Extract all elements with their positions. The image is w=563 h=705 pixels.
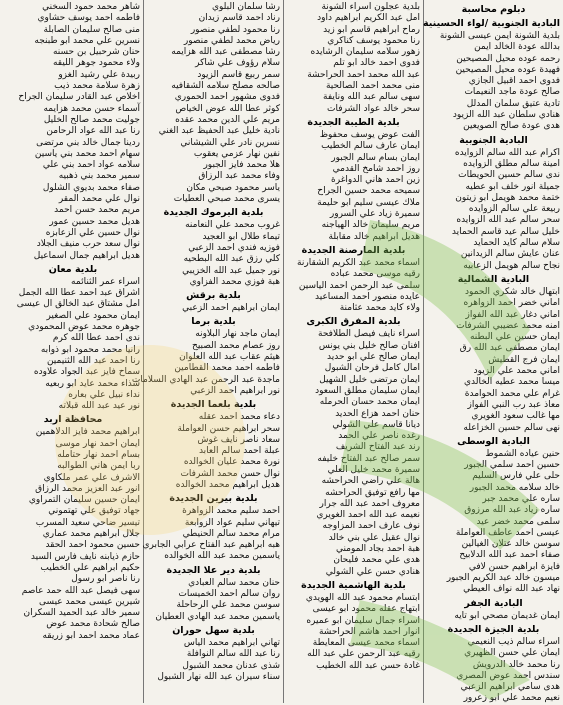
- name-entry: سميحه محمد حسين الجراح: [317, 186, 420, 197]
- name-entry: اخلاص عبد القادر سليمان الجراح: [18, 92, 140, 103]
- name-entry: ايمان ماجد نهار البلاونه: [195, 329, 280, 340]
- section-heading: بلدية الهاشمية الجديدة: [301, 579, 406, 591]
- name-entry: ندى سالم حسين الحويطات: [458, 170, 560, 181]
- name-entry: وفاء محمد عبد الرزاق: [198, 171, 280, 182]
- name-entry: اماني محمد علي الزيود: [473, 366, 560, 377]
- name-entry: ايمان مصطفى عبد الله رق: [459, 343, 560, 354]
- name-entry: بلدية عجلون اسراء الشونة: [321, 2, 420, 12]
- name-entry: فاطمه احمد يوسف حشاوي: [37, 13, 140, 24]
- name-entry: حنان شرحبيل بن حسنه: [52, 47, 140, 58]
- name-entry: ايمان علي حسن الظهيري: [464, 648, 560, 659]
- name-entry: رنا محمد خالد الدرويش: [472, 659, 560, 670]
- name-entry: دعاء محمد احمد عقله: [198, 412, 280, 423]
- name-entry: مها رافع توفيق الحراحشه: [325, 487, 420, 498]
- name-entry: شذى عدنان محمد الشبول: [182, 660, 280, 671]
- column-4: [3, 0, 143, 703]
- name-entry: ولاء محمود جوهر الليقه: [52, 58, 140, 69]
- name-entry: زهور سلامه سليمان الرشايده: [310, 47, 420, 58]
- name-entry: ربا ايمن هاني الطوالبه: [57, 461, 140, 472]
- name-entry: حنين عياده الشموط: [485, 448, 560, 459]
- name-entry: هديل محمد حسين عمور: [49, 216, 140, 227]
- name-entry: هدى علي محمد فليحان: [333, 555, 420, 566]
- name-entry: فايزة ابراهيم حسن لافي: [468, 561, 560, 572]
- name-entry: صالح شحادة محمد عوض: [46, 619, 140, 630]
- name-entry: نهى سالم حسين الخزاعله: [463, 422, 560, 433]
- name-entry: رانيا محمد محمود ابو ذوابه: [40, 344, 140, 355]
- name-entry: سمير محمد بني ذهبيه: [58, 171, 140, 182]
- section-heading: بلدية الطيبة الجديدة: [307, 116, 400, 128]
- column-3: [131, 0, 283, 703]
- name-entry: تيهاني سليم عواد الزوابعة: [184, 517, 280, 528]
- name-entry: نسرين نادر علي الشيشاني: [180, 137, 280, 148]
- name-entry: رنا عبد الله سالم النوافلة: [186, 649, 280, 660]
- name-entry: رقيه عبد الرحمن علي عبد الله: [307, 649, 420, 660]
- name-entry: خالد سلامه محمد الجبور: [469, 482, 560, 493]
- name-entry: ايمان عارف سالم الخطيب: [321, 141, 420, 152]
- section-heading: بلدية برما: [191, 316, 236, 328]
- name-entry: كلي رزق عبد الله البطحيه: [183, 254, 280, 265]
- name-entry: صفاء محمد بديوي الشلول: [42, 182, 140, 193]
- section-heading: بلدية المارصنة الجديدة: [301, 244, 406, 256]
- name-entry: يسرى محمد صبحي العطيات: [173, 194, 280, 205]
- name-entry: فدوى احمد اقبيل الجازي: [468, 76, 560, 87]
- name-entry: حنان احمد هزاع الحديد: [335, 408, 420, 419]
- name-entry: سلام سالم كايد الحمايد: [473, 238, 560, 249]
- section-heading: بلدية دير علا الجديدة: [166, 564, 261, 576]
- section-heading: البادية الجنوبية /لواء الحسينية: [423, 18, 560, 29]
- name-entry: عنان عايش سالم الزيدانين: [460, 249, 560, 260]
- name-entry: مها غالب سعود الغويري: [471, 411, 560, 422]
- name-entry: حكيم ابراهيم علي الخطيب: [40, 562, 140, 573]
- name-entry: فوزيه فندي احمد الزعبي: [188, 242, 280, 253]
- name-entry: ايمان غديمان مصحي ابو تايه: [454, 610, 560, 621]
- section-heading: بلدية المفرق الكبرى: [306, 316, 401, 328]
- name-entry: رشا سلمان البلوي: [211, 2, 280, 12]
- name-entry: نور جميل عبد الله الخزيبي: [182, 265, 280, 276]
- name-entry: ميسون خالد عبد الكريم الجبور: [446, 573, 560, 584]
- name-entry: سوسن محمد علي الرحاحلة: [176, 600, 280, 611]
- name-entry: ايمان محمد حسان الحرمله: [319, 397, 420, 408]
- name-entry: ايمان صالح علي ابو حديد: [327, 352, 420, 363]
- name-entry: ايمان احمد نهار موسى: [55, 438, 140, 449]
- name-entry: اسماء محمد عيسى المعايطة: [312, 638, 420, 649]
- name-entry: خليل سالم عيد قاسم الحمايد: [451, 226, 560, 237]
- name-entry: امال كامل فرحان الشبول: [324, 363, 420, 374]
- name-entry: سحر ابراهيم حسن العواملة: [177, 423, 280, 434]
- name-entry: سعاد ناصر نايف غوش: [197, 434, 280, 445]
- name-entry: نور ابراهيم احمد الزعبي: [190, 385, 280, 396]
- name-entry: رنا احمد عبد الله الثنيمين: [46, 355, 140, 366]
- name-entry: سهى فيصل عبد الله حمد عاصم: [21, 585, 140, 596]
- column-2: [283, 0, 423, 703]
- name-entry: سهام احمد محمد بني ياسين: [34, 148, 140, 159]
- name-entry: سميرة زياد علي السرور: [329, 209, 420, 220]
- name-entry: سحر خالد عواد الشرفات: [327, 103, 420, 114]
- name-entry: ابتسام محمود عبد الله الهويدي: [305, 592, 420, 603]
- name-entry: نورة محمد عليان الخوالده: [183, 457, 280, 468]
- name-entry: هدى عودة صالح الصويعين: [463, 121, 560, 132]
- name-entry: بدالله عودة الخالد ايمن: [474, 42, 560, 53]
- name-entry: ياسمين محمد عبد الله الخوالده: [164, 551, 280, 562]
- name-entry: هنادي سلطان عبد الله الزيود: [452, 110, 560, 121]
- name-entry: غادة حسن عبد الله الخطيب: [316, 660, 420, 671]
- name-entry: هنادي حسن علي الشولي: [325, 566, 420, 577]
- name-entry: اسراء سالم ذيب النعيمي: [467, 636, 560, 647]
- name-entry: سمر صالح عبد الفتاح خليفه: [317, 453, 420, 464]
- name-entry: امل عبد الكريم ابراهيم داود: [317, 13, 420, 24]
- name-entry: تيماء طلال ابو العجيد: [202, 231, 280, 242]
- name-entry: هالة علي راضي الحراحشه: [321, 476, 420, 487]
- name-entry: ساره زياد عبد الله مرزوق: [464, 505, 560, 516]
- name-entry: ايمان سليمان مطلق السعود: [315, 385, 420, 396]
- section-heading: دبلوم محاسبة: [461, 4, 526, 15]
- name-entry: ياسمين محمد عبد الهادي العطيان: [155, 611, 280, 622]
- name-entry: حسين احمد سلمي الجبور: [464, 460, 560, 471]
- name-entry: سندس احمد عوض المصري: [456, 670, 560, 681]
- column-1: [423, 0, 563, 703]
- name-entry: اسراء جمال سليمان ابو عميره: [306, 615, 420, 626]
- name-entry: سلامه عواد احمد بني علي: [42, 160, 140, 171]
- name-entry: هيثم عقاب عبد الله العلوان: [179, 352, 280, 363]
- name-entry: ايمان حسين سليمان التمراوي: [28, 495, 140, 506]
- name-entry: امل مشتاق عبد الخالق ال عيسى: [16, 299, 140, 310]
- name-entry: ايمان ابراهيم احمد الزعبي: [182, 303, 280, 314]
- name-entry: ميسا محمد عطيه الخالدي: [463, 377, 560, 388]
- name-entry: انوار احمد هاشم الحراحشة: [318, 626, 420, 637]
- name-entry: سمير خالد عبد الحميد السكران: [23, 608, 140, 619]
- name-entry: رنا عبد الله عواد الرحامن: [46, 126, 140, 137]
- name-entry: فدوى مشهور احمد الحموري: [174, 92, 280, 103]
- name-entry: ايمان فرج القطيش: [488, 354, 560, 365]
- name-entry: ختمة محمد هويمل ابو زيتون: [455, 192, 560, 203]
- name-entry: رند عبد الفتاح الشريف: [335, 442, 420, 453]
- name-entry: معروف احمد عبد الله جرار: [319, 498, 420, 509]
- name-entry: بسام احمد نهار حتامله: [57, 449, 140, 460]
- name-entry: حلى علي فارس السليم: [472, 471, 560, 482]
- name-entry: ابراهيم محمد فايز الدلاهمين: [35, 427, 140, 438]
- name-entry: ايمان بسام سالم الجبور: [331, 152, 420, 163]
- name-entry: هدى سامي ابراهيم الزعبي: [460, 682, 560, 693]
- name-entry: منى صالح سليمان الصابلة: [43, 24, 140, 35]
- name-entry: رنا محمود لطفي منصور: [190, 24, 280, 35]
- name-entry: ربيدة علي رشيد الغزو: [58, 69, 140, 80]
- name-entry: تهاني ابراهيم محمد الياس: [183, 637, 280, 648]
- name-entry: نوف عارف احمد المزاوجه: [322, 521, 420, 532]
- name-entry: نفين نهار عزمي يعقوب: [193, 148, 280, 159]
- name-entry: جلال ابراهيم محمد عماري: [42, 529, 140, 540]
- name-entry: نعيم محمد علي ابو زعرور: [463, 693, 560, 704]
- name-entry: روز احمد شامخ القدمي: [332, 163, 420, 174]
- name-entry: تيسير ضاحي سعيد المسرب: [35, 517, 140, 528]
- name-entry: عايده منصور احمد المساعيد: [315, 291, 420, 302]
- name-entry: مريم علي الدين محمد عقده: [175, 114, 280, 125]
- name-entry: ملاك عيسى سليم ابو حليمة: [317, 197, 420, 208]
- section-heading: بلدية بيرين الجديدة: [169, 493, 258, 505]
- name-entry: اسراء عمر الثنائمه: [71, 276, 140, 287]
- name-entry: صالحه مصلح سلامه الشقافيه: [171, 81, 280, 92]
- name-entry: الفت عوض يوسف محفوظ: [319, 129, 420, 140]
- name-entry: نور عيد عبد الله قبلاته: [58, 401, 140, 412]
- name-entry: رياض محمد لطفي منصور: [183, 35, 280, 46]
- name-entry: ابتهال خالد شكري الحمود: [465, 286, 560, 297]
- name-entry: حنان محمد سالم العبادي: [188, 577, 280, 588]
- name-entry: شاهر محمد حمود السخني: [42, 2, 140, 12]
- name-entry: هبة فوزي محمد الفزاوي: [189, 276, 280, 287]
- name-entry: حازم ذيابنه نايف فارس السيد: [30, 551, 140, 562]
- name-entry: ندى احمد عطا الله كرم: [52, 333, 140, 344]
- section-heading: محافظة اربد: [43, 414, 103, 426]
- name-entry: سناء سيران عبد الله نهار الشبول: [157, 671, 280, 682]
- name-entry: رشا مصطفى عبد الله هزايمه: [171, 47, 280, 58]
- section-heading: بلدية الجيزة الجديدة: [447, 623, 540, 635]
- name-entry: اماني دغار عبد الله الفواز: [465, 309, 560, 320]
- section-heading: بلدية بلعما الجديدة: [170, 399, 257, 411]
- name-entry: هديل ابراهيم جمال اسماعيل: [33, 250, 140, 261]
- name-entry: ديانا قاسم علي الشولي: [332, 419, 420, 430]
- name-entry: نوال حسين علي الزعابزه: [45, 227, 140, 238]
- name-entry: شذاء محمد عايد ابو ربعيه: [45, 378, 140, 389]
- name-entry: ايمان مرتضى خليل الشهيل: [319, 374, 420, 385]
- name-entry: سميرة محمد خليل العلي: [327, 464, 420, 475]
- name-entry: صالح عودة ماجد النعيمات: [464, 87, 560, 98]
- name-entry: سلمى محمد خضر عيد: [476, 516, 560, 527]
- name-entry: عبلة احمد سالم العابد: [198, 446, 280, 457]
- name-entry: افنان صالح خليل بني يونس: [318, 340, 420, 351]
- name-entry: رحمه عوده محيل المصيحين: [456, 53, 560, 64]
- name-entry: نسرين علي محمد ابو طبنجه: [34, 35, 140, 46]
- name-entry: نوال عقيل علي بني خالد: [328, 532, 420, 543]
- name-entry: سلمى عبد الرحمن احمد الياسين: [298, 280, 420, 291]
- name-entry: نوال سعد حرب منيف الجلاد: [36, 239, 140, 250]
- name-entry: اماني خضر احمد الزواهره: [463, 298, 560, 309]
- name-entry: سلام رؤوف علي شاكر: [195, 58, 280, 69]
- name-entry: ماجدة عبد الرحمن عبد الهادي السلامات: [131, 374, 280, 385]
- name-entry: امنه محمد عضيبي الشرفات: [456, 320, 560, 331]
- name-entry: الاشرف علي عمر ملكاوي: [43, 472, 140, 483]
- name-entry: ايمان محمود علي الصغير: [46, 310, 140, 321]
- name-entry: اشراق عبد احمد عطا الله الجمل: [18, 288, 140, 299]
- section-heading: البادية الشمالية: [457, 273, 530, 285]
- name-entry: شيرين عيسى محمد عيسى: [39, 596, 140, 607]
- section-heading: بلدية برقش: [186, 290, 241, 302]
- name-entry: ايمان حسين علي البطنه: [469, 332, 560, 343]
- name-entry: عيسى احمد عاطف العواملة: [455, 527, 560, 538]
- section-heading: البادية الوسطى: [457, 435, 530, 447]
- name-entry: صفاء احمد عبد الله الدلابيح: [459, 550, 560, 561]
- name-entry: روز عصام محمد الصبيح: [192, 340, 280, 351]
- name-entry: عبد الله محمد احمد الحراحشة: [307, 69, 420, 80]
- name-entry: هديل ابراهيم خالد مقابلة: [328, 231, 420, 242]
- name-entry: عماد محمد احمد ابو زريقه: [42, 630, 140, 641]
- name-entry: انور عبد العزيز محمد الرزاق: [35, 483, 140, 494]
- name-entry: احمد سليم محمد الزواهرة: [182, 506, 280, 517]
- name-entry: هديل ابراهيم محمد الخوالده: [175, 479, 280, 490]
- name-entry: رغده ناصر علي الحمد: [338, 431, 420, 442]
- name-entry: بلدية الشونة ايمن عيسى الشونة: [439, 31, 560, 41]
- name-entry: رقيه موسى محمد عباده: [330, 269, 420, 280]
- name-entry: ربيعة علي سالم الزوايده: [468, 204, 560, 215]
- name-entry: نوال حسن محمد الشرفات: [180, 468, 280, 479]
- name-entry: فهيدة عوده محيل المصيحين: [455, 64, 560, 75]
- section-heading: البادية الجفر: [464, 597, 523, 609]
- name-entry: منى محمد احمد الصالحية: [325, 81, 420, 92]
- name-entry: سحر سالم عبد الله الزوايده: [456, 215, 560, 226]
- name-entry: جوهره محمد عوض المحمودي: [28, 322, 140, 333]
- name-entry: امينة سالم مطلق الزوايده: [463, 158, 560, 169]
- name-entry: رنا محمود يوسف كناكري: [327, 35, 420, 46]
- section-heading: بلدية سهل حوران: [172, 624, 255, 636]
- name-entry: كوثر عطا الله عوض الخياص: [175, 103, 280, 114]
- name-entry: جهاد توفيق علي تهتموني: [48, 506, 140, 517]
- name-entry: نجاح سالم هويمل الزعابيه: [463, 260, 560, 271]
- name-entry: فدوى احمد خالد ابو تلم: [333, 58, 420, 69]
- name-entry: نداء نبيل علي بعاره: [68, 389, 140, 400]
- name-entry: فاطمه احمد محمد القطامين: [174, 363, 280, 374]
- name-entry: سماح فايز عبد الجواد علاوده: [33, 367, 140, 378]
- name-entry: ردينا جمال خالد بني مرتضى: [36, 137, 140, 148]
- name-entry: سوسن خالد عتلان الغيالين: [461, 539, 560, 550]
- name-entry: تادية عتيق سلمان المدلل: [466, 98, 560, 109]
- name-entry: مريم سليمان خالد الهياجنه: [321, 220, 420, 231]
- name-entry: مريم محمد حسن احمد: [54, 205, 140, 216]
- name-entry: رناد احمد قاسم زيدان: [198, 13, 280, 24]
- name-entry: سهى سالم عبد الله ونايفة: [323, 92, 420, 103]
- name-entry: آسماء حسن محمد هزايمه: [43, 103, 140, 114]
- name-entry: جوليت محمد صالح الخليل: [43, 114, 140, 125]
- name-entry: اسماء محمد عبد الكريم الشقارنة: [297, 257, 420, 268]
- name-entry: نهاد عبد الله نواف العيطي: [463, 584, 560, 595]
- name-entry: مرام محمد سالم الحنيطي: [182, 528, 280, 539]
- name-entry: جميلة انور خلف ابو عطيه: [465, 181, 560, 192]
- name-entry: ابتهاج عقله محمود ابو عيسى: [312, 604, 420, 615]
- name-entry: ياسر محمود صبحي مكان: [186, 182, 280, 193]
- name-entry: هلا محمد فايز الجبور: [203, 160, 280, 171]
- name-entry: سمر ربيع قاسم الزيود: [197, 69, 280, 80]
- section-heading: البادية الجنوبية: [459, 134, 528, 146]
- name-entry: زين احمد هاني الدواغرة: [331, 175, 420, 186]
- name-entry: نوال علي محمد المقر: [58, 194, 140, 205]
- name-entry: رماح ابراهيم قاسم ابو زيد: [323, 24, 420, 35]
- section-heading: بلدية معان: [48, 263, 98, 275]
- name-entry: اكرام عبد الله سالم الزوايده: [454, 147, 560, 158]
- name-entry: غرام علي محمد الحوامدة: [464, 388, 560, 399]
- name-entry: رنا ناصر ابو رسول: [71, 574, 140, 585]
- name-entry: ولاء كايد محمد عثامنة: [339, 303, 420, 314]
- name-entry: نادية خليل عبد الحفيظ عبد الغني: [158, 126, 280, 137]
- name-entry: حسين محمود احمد الحقد: [45, 540, 140, 551]
- name-entry: غروب محمد علي النعامنه: [185, 220, 280, 231]
- name-entry: اسراء نايف فيصل الطلافحة: [318, 329, 420, 340]
- name-entry: معاذ عبد رب النبي الفواز: [467, 399, 560, 410]
- name-entry: هبه ابراهيم عبد الفتاح عرابي الجابري: [142, 540, 280, 551]
- name-entry: روان سالم احمد الخميسات: [178, 589, 280, 600]
- section-heading: بلدية اليرموك الجديدة: [163, 207, 264, 219]
- name-entry: نعيمه عبد الله احمد الغويري: [316, 510, 420, 521]
- name-entry: هبة احمد بجاد المومني: [335, 544, 420, 555]
- name-entry: ساره علي محمد جبر: [482, 493, 560, 504]
- name-entry: زهرة سلامة محمد ذيب: [54, 81, 140, 92]
